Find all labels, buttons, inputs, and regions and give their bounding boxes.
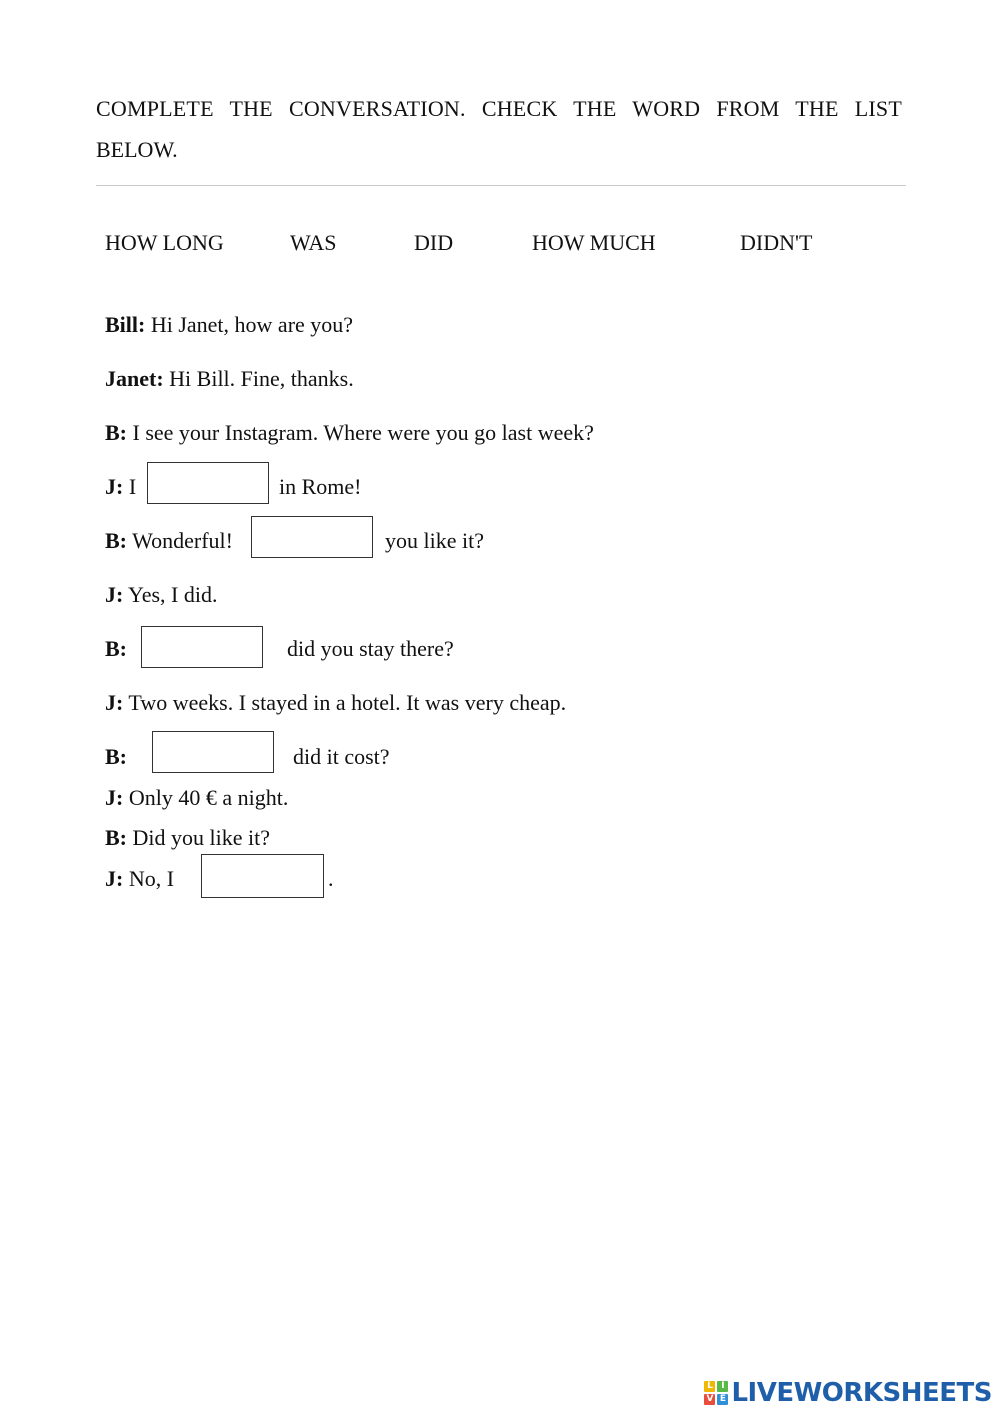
dialogue-line [105, 419, 594, 447]
dialogue-text: No, I [123, 866, 175, 891]
answer-box-3[interactable] [141, 626, 263, 668]
divider [96, 185, 906, 186]
answer-box-1[interactable] [147, 462, 269, 504]
logo-mark-icon [704, 1381, 728, 1405]
dialogue-line [105, 743, 127, 771]
word-bank-item: DID [414, 230, 454, 255]
logo-text: LIVEWORKSHEETS [731, 1378, 992, 1408]
dialogue-line [105, 365, 354, 393]
speaker-label: Bill: [105, 312, 146, 337]
speaker-label: J: [105, 866, 124, 891]
instructions-line-2: BELOW. [96, 137, 178, 162]
dialogue-line [105, 527, 233, 555]
dialogue-line [105, 635, 127, 663]
speaker-label: J: [105, 474, 124, 499]
speaker-label: J: [105, 785, 124, 810]
logo-mark-letter: V [704, 1394, 715, 1405]
speaker-label: B: [105, 528, 127, 553]
dialogue-text: . [328, 866, 334, 891]
logo-mark-letter: E [717, 1394, 728, 1405]
speaker-label: Janet: [105, 366, 164, 391]
speaker-label: B: [105, 636, 127, 661]
dialogue-text: Hi Bill. Fine, thanks. [163, 366, 354, 391]
instructions-line-1: COMPLETE THE CONVERSATION. CHECK THE WORD FROM THE LIST [96, 96, 902, 121]
dialogue-text: Hi Janet, how are you? [145, 312, 354, 337]
word-bank-item: WAS [290, 230, 337, 255]
dialogue-text: did it cost? [293, 744, 390, 769]
dialogue-text: Only 40 € a night. [123, 785, 289, 810]
dialogue-line [105, 581, 217, 609]
dialogue-line [105, 784, 288, 812]
logo-mark-letter: L [704, 1381, 715, 1392]
dialogue-line [105, 824, 270, 852]
speaker-label: J: [105, 582, 124, 607]
dialogue-text: I [123, 474, 137, 499]
dialogue-text: I see your Instagram. Where were you go last week? [127, 420, 594, 445]
speaker-label: J: [105, 690, 124, 715]
answer-box-2[interactable] [251, 516, 373, 558]
dialogue-line [105, 311, 353, 339]
word-bank-item: DIDN'T [740, 230, 813, 255]
speaker-label: B: [105, 825, 127, 850]
dialogue-text: Wonderful! [127, 528, 233, 553]
dialogue-text: Did you like it? [127, 825, 270, 850]
answer-box-5[interactable] [201, 854, 324, 898]
dialogue-text: did you stay there? [287, 636, 454, 661]
dialogue-text: Yes, I did. [123, 582, 218, 607]
word-bank-item: HOW MUCH [532, 230, 656, 255]
dialogue-text: in Rome! [279, 474, 362, 499]
logo-mark-letter: I [717, 1381, 728, 1392]
dialogue-line [105, 473, 136, 501]
speaker-label: B: [105, 420, 127, 445]
speaker-label: B: [105, 744, 127, 769]
dialogue-text: Two weeks. I stayed in a hotel. It was very cheap. [123, 690, 567, 715]
dialogue-line [105, 689, 566, 717]
word-bank-item: HOW LONG [105, 230, 224, 255]
liveworksheets-logo [704, 1377, 992, 1409]
dialogue-text: you like it? [385, 528, 484, 553]
dialogue-line [105, 865, 174, 893]
answer-box-4[interactable] [152, 731, 274, 773]
